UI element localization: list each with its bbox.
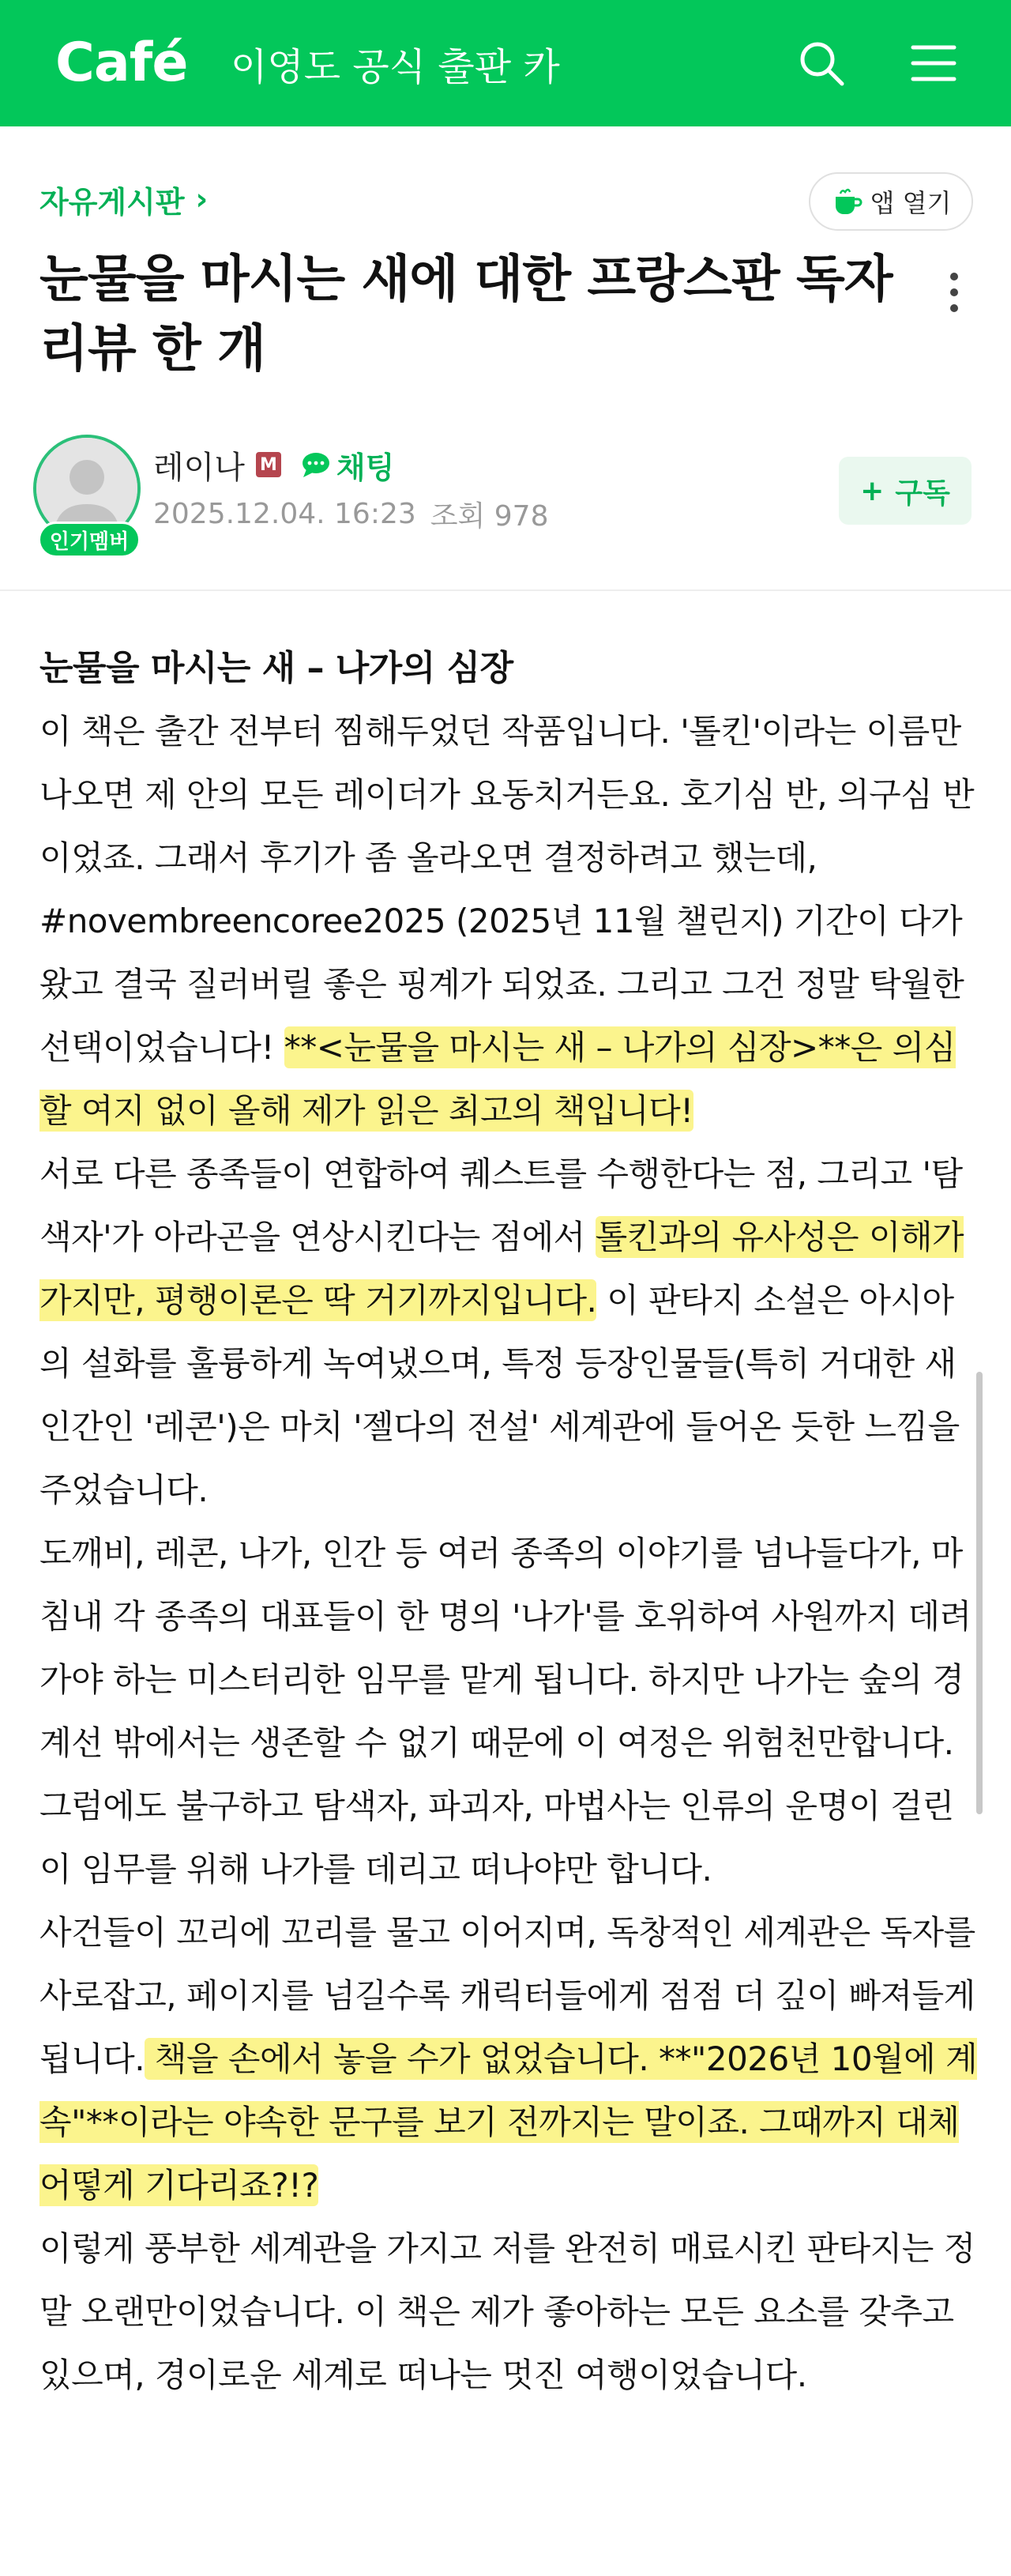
subscribe-button[interactable]	[839, 457, 972, 525]
chat-label: 채팅	[336, 450, 395, 485]
paragraph-text: 이 판타지 소설은 아시아의 설화를 훌륭하게 녹여냈으며, 특정 등장인물들(특히 거대한 새 인간인 '레콘')은 마치 '젤다의 전설' 세계관에 들어온 듯한 느낌을 주었습니다.	[39, 1281, 960, 1509]
author-name[interactable]: 레이나	[153, 449, 245, 486]
paragraph-text: 서로 다른 종족들이 연합하여 퀘스트를 수행한다는 점, 그리고 '탐색자'가 아라곤을 연상시킨다는 점에서	[39, 1154, 963, 1256]
paragraph-text: 이 책은 출간 전부터 찜해두었던 작품입니다. '톨킨'이라는 이름만 나오면 제 안의 모든 레이더가 요동치거든요. 호기심 반, 의구심 반이었죠. 그래서 후기가 좀 올라오면 결정하려고 했는데, #novembreencoree2025 (2025년 11월 챌린지) 기간이 다가왔고 결국 질러버릴 좋은 핑계가 되었죠. 그리고 그건 정말 탁월한 선택이었습니다!	[39, 712, 975, 1067]
hamburger-menu-icon[interactable]	[905, 35, 962, 92]
article-paragraph: 이렇게 풍부한 세계관을 가지고 저를 완전히 매료시킨 판타지는 정말 오랜만이었습니다. 이 책은 제가 좋아하는 모든 요소를 갖추고 있으며, 경이로운 세계로 떠나는 멋진 여행이었습니다.	[39, 2229, 975, 2394]
highlighted-text: **<눈물을 마시는 새 – 나가의 심장>**은 의심할 여지 없이 올해 제가 읽은 최고의 책입니다!	[39, 1028, 956, 1130]
article-heading: 눈물을 마시는 새 – 나가의 심장	[39, 648, 513, 688]
search-icon[interactable]	[793, 35, 850, 92]
member-grade-icon: M	[256, 452, 281, 477]
author-row	[153, 443, 394, 487]
highlighted-text: 톨킨과의 유사성은 이해가 가지만, 평행이론은 딱 거기까지입니다.	[39, 1218, 964, 1320]
chat-bubble-icon	[300, 450, 332, 479]
open-app-label: 앱 열기	[870, 188, 952, 218]
article-paragraph	[39, 1143, 979, 1522]
top-bar	[0, 0, 1011, 126]
more-options-icon[interactable]	[938, 253, 970, 332]
member-badge: 인기멤버	[38, 522, 141, 558]
cafe-logo[interactable]: Café	[55, 31, 188, 94]
divider	[0, 589, 1011, 591]
board-name: 자유게시판	[39, 184, 185, 220]
post-title: 눈물을 마시는 새에 대한 프랑스판 독자 리뷰 한 개	[39, 250, 893, 378]
cafe-name[interactable]: 이영도 공식 출판 카	[231, 44, 560, 89]
post-meta	[153, 493, 548, 534]
open-app-button[interactable]	[809, 172, 973, 231]
plus-icon: +	[860, 474, 885, 507]
view-count: 조회 978	[430, 499, 549, 533]
article-paragraph	[39, 1901, 979, 2217]
chat-link[interactable]	[300, 443, 394, 487]
highlighted-text: 책을 손에서 놓을 수가 없었습니다. **"2026년 10월에 계속"**이라는 야속한 문구를 보기 전까지는 말이죠. 그때까지 대체 어떻게 기다리죠?!?	[39, 2039, 978, 2205]
post-date: 2025.12.04. 16:23	[153, 497, 416, 530]
article-paragraph: 도깨비, 레콘, 나가, 인간 등 여러 종족의 이야기를 넘나들다가, 마침내 각 종족의 대표들이 한 명의 '나가'를 호위하여 사원까지 데려가야 하는 미스터리한 임무를 맡게 됩니다. 하지만 나가는 숲의 경계선 밖에서는 생존할 수 없기 때문에 이 여정은 위험천만합니다. 그럼에도 불구하고 탐색자, 파괴자, 마법사는 인류의 운명이 걸린 이 임무를 위해 나가를 데리고 떠나야만 합니다.	[39, 1534, 972, 1889]
article-body	[39, 637, 979, 2407]
chevron-right-icon: ›	[195, 182, 209, 217]
subscribe-label: 구독	[895, 476, 950, 510]
paragraph-text: 사건들이 꼬리에 꼬리를 물고 이어지며, 독창적인 세계관은 독자를 사로잡고, 페이지를 넘길수록 캐릭터들에게 점점 더 깊이 빠져들게 됩니다.	[39, 1913, 975, 2078]
cafe-cup-icon	[831, 186, 863, 217]
article-paragraph	[39, 700, 979, 1143]
board-link[interactable]	[39, 175, 208, 223]
scrollbar[interactable]	[976, 1372, 983, 1814]
